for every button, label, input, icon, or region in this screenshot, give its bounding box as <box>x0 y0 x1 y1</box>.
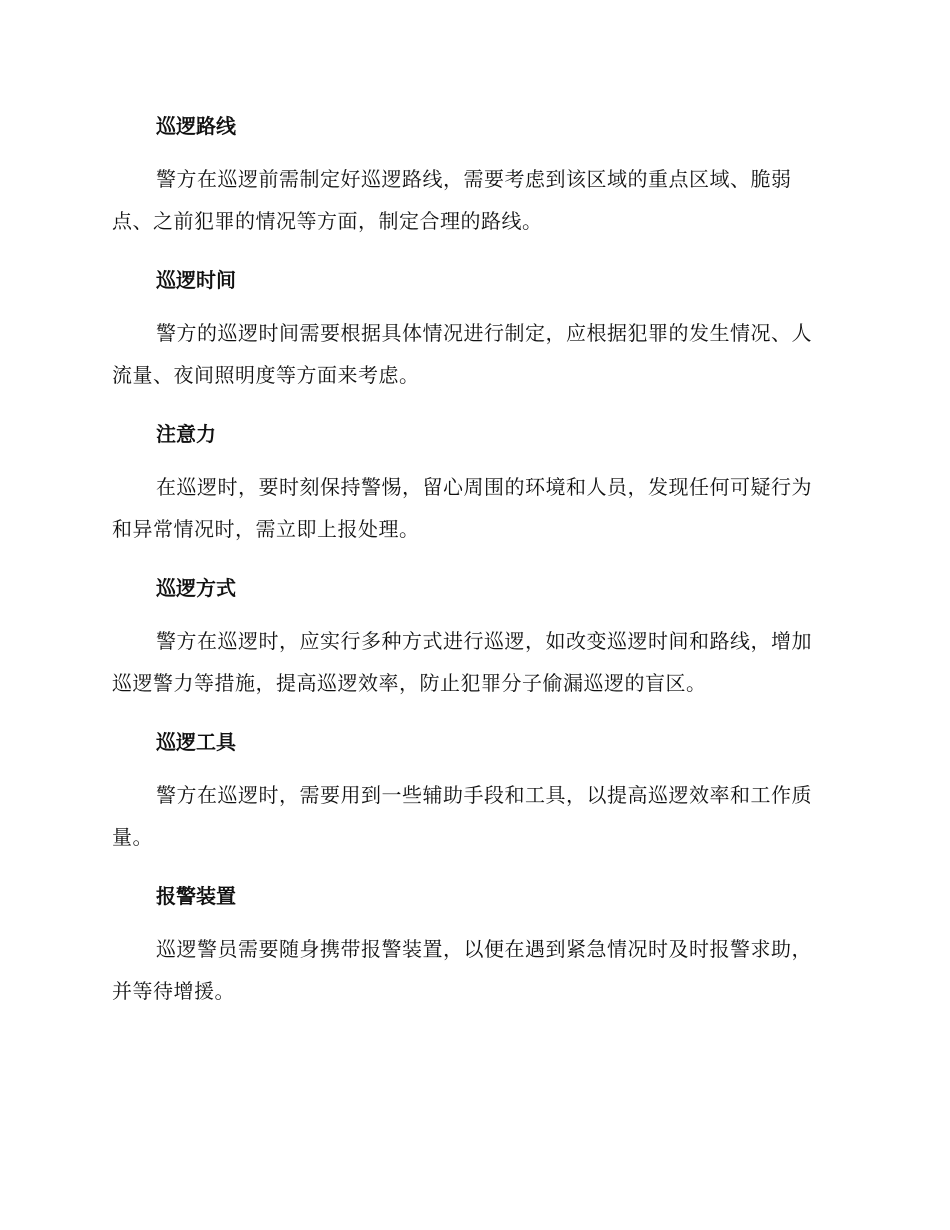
section-patrol-method <box>112 568 832 704</box>
section-heading: 巡逻工具 <box>156 730 236 754</box>
section-heading: 巡逻方式 <box>156 576 236 600</box>
section-heading: 注意力 <box>156 422 216 446</box>
section-paragraph: 警方在巡逻时，应实行多种方式进行巡逻，如改变巡逻时间和路线，增加巡逻警力等措施，提高巡逻效率，防止犯罪分子偷漏巡逻的盲区。 <box>112 629 812 695</box>
section-heading: 巡逻时间 <box>156 268 236 292</box>
section-paragraph: 在巡逻时，要时刻保持警惕，留心周围的环境和人员，发现任何可疑行为和异常情况时，需立即上报处理。 <box>112 475 812 541</box>
section-patrol-route <box>112 106 832 242</box>
section-paragraph: 巡逻警员需要随身携带报警装置，以便在遇到紧急情况时及时报警求助，并等待增援。 <box>112 937 812 1003</box>
section-patrol-tools <box>112 722 832 858</box>
section-paragraph: 警方在巡逻时，需要用到一些辅助手段和工具，以提高巡逻效率和工作质量。 <box>112 783 812 849</box>
document-page <box>112 106 832 1012</box>
section-heading: 巡逻路线 <box>156 114 236 138</box>
section-patrol-time <box>112 260 832 396</box>
section-paragraph: 警方在巡逻前需制定好巡逻路线，需要考虑到该区域的重点区域、脆弱点、之前犯罪的情况等方面，制定合理的路线。 <box>112 167 792 233</box>
section-alarm-device <box>112 876 832 1012</box>
section-attention <box>112 414 832 550</box>
section-heading: 报警装置 <box>156 884 236 908</box>
section-paragraph: 警方的巡逻时间需要根据具体情况进行制定，应根据犯罪的发生情况、人流量、夜间照明度等方面来考虑。 <box>112 321 812 387</box>
